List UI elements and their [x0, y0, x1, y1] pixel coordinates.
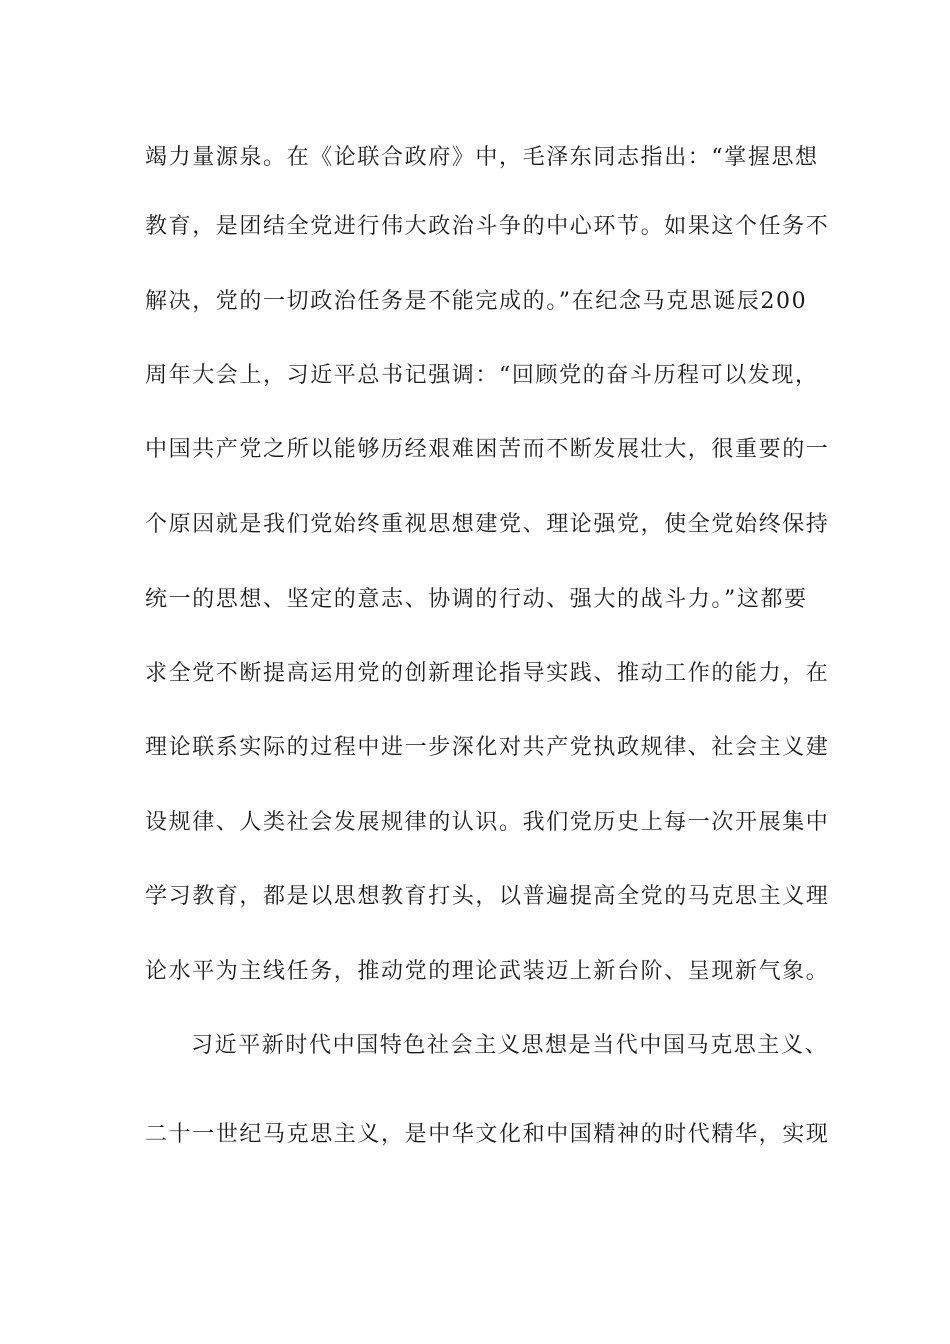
text-line-10: 设规律、人类社会发展规律的认识。我们党历史上每一次开展集中 [145, 810, 830, 835]
text-line-1: 竭力量源泉。在《论联合政府》中，毛泽东同志指出：“掌握思想 [145, 145, 819, 170]
text-line-9: 理论联系实际的过程中进一步深化对共产党执政规律、社会主义建 [145, 735, 830, 760]
text-line-12: 论水平为主线任务，推动党的理论武装迈上新台阶、呈现新气象。 [145, 959, 830, 984]
text-line-5: 中国共产党之所以能够历经艰难困苦而不断发展壮大，很重要的一 [145, 437, 830, 462]
text-line-14: 二十一世纪马克思主义，是中华文化和中国精神的时代精华，实现 [145, 1122, 830, 1147]
text-line-4: 周年大会上，习近平总书记强调：“回顾党的奋斗历程可以发现， [145, 363, 819, 388]
text-line-7: 统一的思想、坚定的意志、协调的行动、强大的战斗力。”这都要 [145, 587, 808, 612]
text-line-2: 教育，是团结全党进行伟大政治斗争的中心环节。如果这个任务不 [145, 214, 830, 239]
text-line-6: 个原因就是我们党始终重视思想建党、理论强党，使全党始终保持 [145, 512, 830, 537]
text-line-13: 习近平新时代中国特色社会主义思想是当代中国马克思主义、 [191, 1033, 829, 1058]
text-line-3: 解决，党的一切政治任务是不能完成的。”在纪念马克思诞辰200 [145, 289, 808, 314]
text-line-8: 求全党不断提高运用党的创新理论指导实践、推动工作的能力，在 [145, 661, 830, 686]
text-line-11: 学习教育，都是以思想教育打头，以普遍提高全党的马克思主义理 [145, 884, 830, 909]
